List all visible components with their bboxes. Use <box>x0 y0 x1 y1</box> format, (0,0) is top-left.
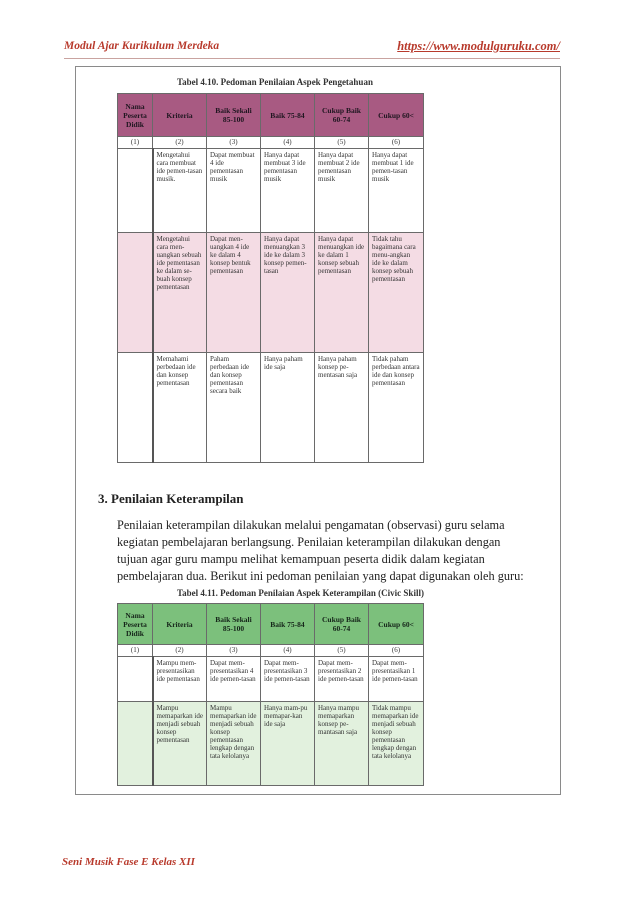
table-cell: Hanya dapat membuat 3 ide pementasan musik <box>261 149 315 233</box>
table-cell: Mampu memaparkan ide menjadi sebuah konsep pementasan lengkap dengan tata kelolanya <box>207 702 261 786</box>
paragraph-line: pembelajaran dua. Berikut ini pedoman penilaian yang dapat digunakan oleh guru: <box>117 569 524 583</box>
t1-col-num: (6) <box>369 137 424 149</box>
table-cell: Mampu memaparkan ide menjadi sebuah konsep pementasan <box>153 702 207 786</box>
table-cell: Tidak paham perbedaan antara ide dan konsep pementasan <box>369 353 424 463</box>
t2-col-num: (5) <box>315 645 369 657</box>
t2-col-num: (3) <box>207 645 261 657</box>
table-cell: Tidak tahu bagaimana cara menu-angkan ide ke dalam konsep sebuah pementasan <box>369 233 424 353</box>
t1-col-num: (1) <box>118 137 153 149</box>
paragraph-line: kegiatan pembelajaran berlangsung. Penilaian keterampilan dilakukan dengan <box>117 535 501 549</box>
t2-col-num: (1) <box>118 645 153 657</box>
t1-header-cukup: Cukup 60< <box>369 94 424 137</box>
table-cell: Dapat mem-presentasikan 3 ide pemen-tasan <box>261 657 315 702</box>
t1-col-num: (4) <box>261 137 315 149</box>
t1-header-baik-sekali: Baik Sekali 85-100 <box>207 94 261 137</box>
table-row <box>118 657 424 702</box>
table-cell <box>118 702 153 786</box>
table-cell: Dapat membuat 4 ide pementasan musik <box>207 149 261 233</box>
t2-header-cukup-baik: Cukup Baik 60-74 <box>315 604 369 645</box>
t2-header-baik-sekali: Baik Sekali 85-100 <box>207 604 261 645</box>
table-row <box>118 353 424 463</box>
table1-caption: Tabel 4.10. Pedoman Penilaian Aspek Pengetahuan <box>177 77 373 87</box>
table-cell <box>118 353 153 463</box>
table-cell: Mengetahui cara membuat ide pemen-tasan musik. <box>153 149 207 233</box>
footer-text: Seni Musik Fase E Kelas XII <box>62 856 195 868</box>
t2-header-kriteria: Kriteria <box>153 604 207 645</box>
table-cell: Hanya paham konsep pe-mentasan saja <box>315 353 369 463</box>
t1-header-baik: Baik 75-84 <box>261 94 315 137</box>
t2-header-nama: Nama Peserta Didik <box>118 604 153 645</box>
t1-col-num: (5) <box>315 137 369 149</box>
t1-header-nama: Nama Peserta Didik <box>118 94 153 137</box>
section-heading: 3. Penilaian Keterampilan <box>98 491 244 506</box>
t1-col-num: (2) <box>153 137 207 149</box>
table-row <box>118 149 424 233</box>
header-link[interactable]: https://www.modulguruku.com/ <box>397 39 560 53</box>
table2 <box>117 603 424 786</box>
table-cell <box>118 657 153 702</box>
table-cell: Dapat men-uangkan 4 ide ke dalam 4 konsep bentuk pementasan <box>207 233 261 353</box>
table2-caption: Tabel 4.11. Pedoman Penilaian Aspek Keterampilan (Civic Skill) <box>177 588 424 598</box>
paragraph-line: Penilaian keterampilan dilakukan melalui pengamatan (observasi) guru selama <box>117 518 505 532</box>
table-cell: Mampu mem-presentasikan ide pementasan <box>153 657 207 702</box>
t2-col-num: (4) <box>261 645 315 657</box>
table-cell <box>118 233 153 353</box>
paragraph-line: tujuan agar guru mampu melihat kemampuan peserta didik dalam kegiatan <box>117 552 485 566</box>
table1 <box>117 93 424 463</box>
table-cell: Paham perbedaan ide dan konsep pementasan secara baik <box>207 353 261 463</box>
table-cell: Dapat mem-presentasikan 4 ide pemen-tasan <box>207 657 261 702</box>
table-cell: Hanya dapat membuat 2 ide pementasan musik <box>315 149 369 233</box>
t1-col-num: (3) <box>207 137 261 149</box>
t1-header-cukup-baik: Cukup Baik 60-74 <box>315 94 369 137</box>
section-paragraph <box>117 517 547 585</box>
table-cell: Hanya dapat menuangkan ide ke dalam 1 konsep sebuah pementasan <box>315 233 369 353</box>
table-row <box>118 702 424 786</box>
table-cell: Hanya paham ide saja <box>261 353 315 463</box>
table-cell: Hanya dapat membuat 1 ide pemen-tasan musik <box>369 149 424 233</box>
header-left: Modul Ajar Kurikulum Merdeka <box>64 40 220 52</box>
table-cell <box>118 149 153 233</box>
table-cell: Dapat mem-presentasikan 2 ide pemen-tasan <box>315 657 369 702</box>
t2-col-num: (6) <box>369 645 424 657</box>
table-cell: Dapat mem-presentasikan 1 ide pemen-tasan <box>369 657 424 702</box>
t2-col-num: (2) <box>153 645 207 657</box>
table-row <box>118 233 424 353</box>
table-cell: Hanya mam-pu memapar-kan ide saja <box>261 702 315 786</box>
header-rule <box>64 58 560 59</box>
table-cell: Tidak mampu memaparkan ide menjadi sebuah konsep pementasan lengkap dengan tata kelolanya <box>369 702 424 786</box>
t2-header-baik: Baik 75-84 <box>261 604 315 645</box>
t2-header-cukup: Cukup 60< <box>369 604 424 645</box>
table-cell: Mengetahui cara men-uangkan sebuah ide pementasan ke dalam se-buah konsep pementasan <box>153 233 207 353</box>
table-cell: Hanya mampu memaparkan konsep pe-mantasan saja <box>315 702 369 786</box>
table-cell: Hanya dapat menuangkan 3 ide ke dalam 3 konsep pemen-tasan <box>261 233 315 353</box>
t1-header-kriteria: Kriteria <box>153 94 207 137</box>
table-cell: Memahami perbedaan ide dan konsep pementasan <box>153 353 207 463</box>
